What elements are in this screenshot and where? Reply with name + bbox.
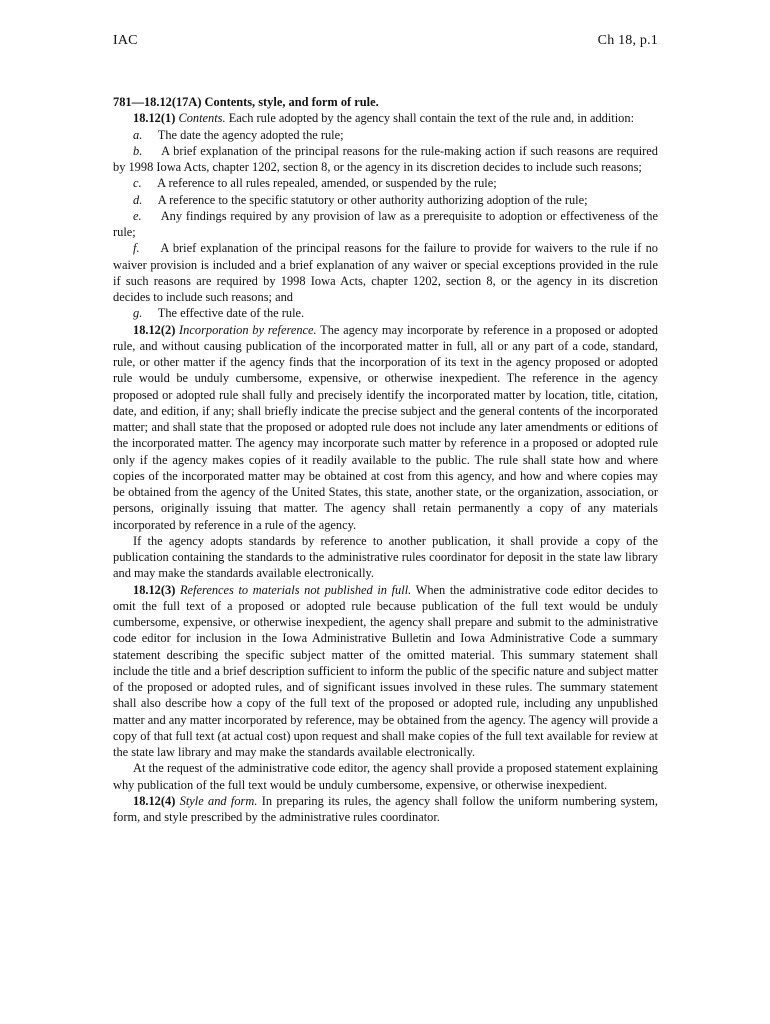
subrule-text: The agency may incorporate by reference in a proposed or adopted rule, and without causing publication of the incorporated matter in full, all or any part of a code, standard, rule, or other matter if the agency finds that the incorporation of its text in the agency proposed or adopted rule would be unduly cumbersome, expensive, or otherwise inexpedient. The reference in the agency proposed or adopted rule shall fully and precisely identify the incorporated matter by location, title, citation, date, and edition, if any; shall briefly indicate the precise subject and the general contents of the incorporated matter; and shall state that the proposed or adopted rule does not include any later amendments or editions of the incorporated matter. The agency may incorporate such matter by reference in a proposed or adopted rule only if the agency makes copies of it readily available to the public. The rule shall state how and where copies of the incorporated matter may be obtained at cost from this agency, and how and where copies may be obtained from the agency of the United States, this state, another state, or the organization, association, or persons, originally issuing that matter. The agency shall retain permanently a copy of any materials incorporated by reference in a rule of the agency. bbox=[113, 322, 658, 532]
subrule-text: In preparing its rules, the agency shall follow the uniform numbering system, form, and style prescribed by the administrative rules coordinator. bbox=[113, 793, 658, 824]
item-letter: g. bbox=[133, 306, 143, 321]
subrule-number: 18.12(2) bbox=[133, 322, 176, 337]
item-text: The effective date of the rule. bbox=[157, 306, 305, 321]
subrule-title: Incorporation by reference. bbox=[179, 322, 317, 337]
list-item-b bbox=[113, 143, 658, 176]
subrule-2 bbox=[113, 322, 658, 533]
subrule-2-paragraph-2: If the agency adopts standards by reference to another publication, it shall provide a copy of the publication containing the standards to the administrative rules coordinator for deposit in the state law library and may make the standards available electronically. bbox=[113, 533, 658, 581]
item-text: A reference to all rules repealed, amended, or suspended by the rule; bbox=[157, 176, 497, 191]
item-text: A reference to the specific statutory or other authority authorizing adoption of the rule; bbox=[157, 192, 588, 207]
running-header-left: IAC bbox=[113, 33, 138, 48]
subrule-number: 18.12(1) bbox=[133, 111, 176, 126]
item-letter: c. bbox=[133, 176, 142, 191]
item-letter: b. bbox=[133, 143, 143, 158]
subrule-number: 18.12(3) bbox=[133, 582, 176, 597]
item-text: A brief explanation of the principal reasons for the rule-making action if such reasons are required by 1998 Iowa Acts, chapter 1202, section 8, or the agency in its discretion decides to include such reasons; bbox=[113, 143, 658, 174]
rule-heading: 781—18.12(17A) Contents, style, and form of rule. bbox=[113, 95, 379, 109]
subrule-number: 18.12(4) bbox=[133, 793, 176, 808]
list-item-d bbox=[113, 192, 658, 208]
subrule-text: When the administrative code editor decides to omit the full text of a proposed or adopted rule because publication of the full text would be unduly cumbersome, expensive, or otherwise inexpedient, the agency shall prepare and submit to the administrative code editor for inclusion in the Iowa Administrative Bulletin and Iowa Administrative Code a summary statement describing the specific subject matter of the omitted material. This summary statement shall include the title and a brief description sufficient to inform the public of the specific nature and subject matter of the proposed or adopted rules, and of significant issues involved in these rules. The summary statement shall also describe how a copy of the full text of the proposed or adopted rule, including any unpublished matter and any matter incorporated by reference, may be obtained from the agency. The agency will provide a copy of that full text (at actual cost) upon request and shall make copies of the full text available for review at the state law library and may make the standards available electronically. bbox=[113, 582, 658, 759]
subrule-4 bbox=[113, 793, 658, 826]
list-item-g bbox=[113, 305, 658, 321]
subrule-3-paragraph-2: At the request of the administrative code editor, the agency shall provide a proposed statement explaining why publication of the full text would be unduly cumbersome, expensive, or otherwise inexpedient. bbox=[113, 761, 658, 792]
list-item-e bbox=[113, 208, 658, 241]
item-letter: f. bbox=[133, 241, 140, 256]
subrule-1 bbox=[113, 110, 658, 126]
list-item-a bbox=[113, 127, 658, 143]
item-text: A brief explanation of the principal reasons for the failure to provide for waivers to the rule if no waiver provision is included and a brief explanation of any waiver or special exceptions provided in the rule if such reasons are required by 1998 Iowa Acts, chapter 1202, section 8, or the agency in its discretion decides to include such reasons; and bbox=[113, 241, 658, 304]
item-text: The date the agency adopted the rule; bbox=[157, 127, 344, 142]
subrule-title: Contents. bbox=[178, 111, 226, 126]
list-item-f bbox=[113, 240, 658, 305]
running-header-right: Ch 18, p.1 bbox=[597, 33, 658, 48]
item-letter: e. bbox=[133, 208, 142, 223]
item-letter: d. bbox=[133, 192, 143, 207]
subrule-title: Style and form. bbox=[179, 793, 258, 808]
document-body bbox=[113, 94, 658, 825]
subrule-title: References to materials not published in full. bbox=[179, 582, 412, 597]
item-letter: a. bbox=[133, 127, 143, 142]
item-text: Any findings required by any provision of law as a prerequisite to adoption or effectiveness of the rule; bbox=[113, 208, 658, 239]
subrule-text: Each rule adopted by the agency shall contain the text of the rule and, in addition: bbox=[225, 111, 635, 126]
list-item-c bbox=[113, 175, 658, 191]
subrule-3 bbox=[113, 582, 658, 761]
